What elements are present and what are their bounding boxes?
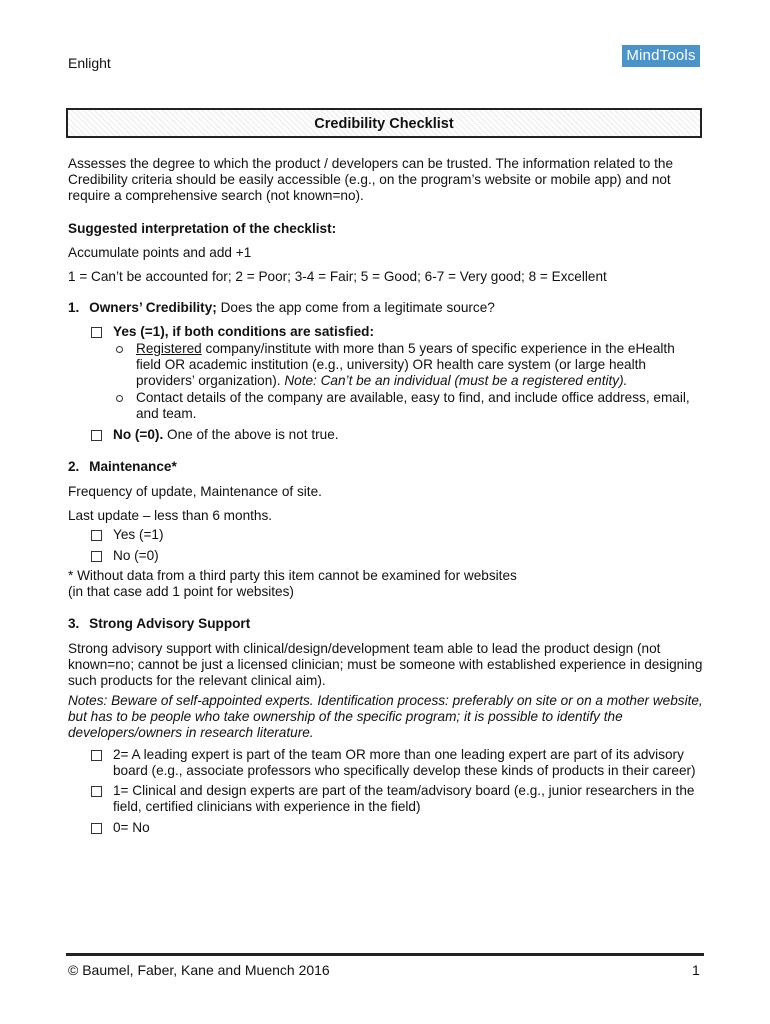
checkbox-icon[interactable]	[91, 327, 102, 338]
checkbox-icon[interactable]	[91, 430, 102, 441]
section1-bullet-1	[136, 341, 702, 389]
section3-option-0[interactable]	[113, 820, 150, 836]
interpretation-heading: Suggested interpretation of the checklist:	[68, 221, 337, 236]
section3-heading-line	[68, 616, 708, 632]
checkbox-icon[interactable]	[91, 786, 102, 797]
section3-option-1[interactable]	[113, 783, 705, 815]
section2-heading: Maintenance*	[89, 459, 177, 474]
checkbox-icon[interactable]	[91, 823, 102, 834]
section2-no-option[interactable]	[113, 548, 159, 564]
footer-page-number: 1	[692, 962, 700, 978]
section1-bullet1-underlined: Registered	[136, 341, 202, 356]
section3-notes: Notes: Beware of self-appointed experts. Identification process: preferably on site or on a mother website, but has to be people who take ownership of the specific program; it is possible to identify the developers/owners in research literature.	[68, 693, 703, 740]
section3-option-2[interactable]	[113, 747, 705, 779]
mindtools-logo: MindTools	[622, 45, 700, 67]
interpretation-line-1: Accumulate points and add +1	[68, 245, 252, 260]
section2-yes-label: Yes (=1)	[113, 527, 164, 542]
checkbox-icon[interactable]	[91, 530, 102, 541]
bullet-circle-icon	[116, 395, 123, 402]
footer-divider	[66, 953, 704, 956]
section3-option-0-label: 0= No	[113, 820, 150, 835]
section2-no-label: No (=0)	[113, 548, 159, 563]
section2-yes-option[interactable]	[113, 527, 164, 543]
interpretation-line-2: 1 = Can’t be accounted for; 2 = Poor; 3-4 = Fair; 5 = Good; 6-7 = Very good; 8 = Excellent	[68, 269, 607, 284]
section2-line-2: Last update – less than 6 months.	[68, 508, 273, 523]
header-brand: Enlight	[68, 55, 111, 71]
page-title: Credibility Checklist	[66, 108, 702, 138]
section1-question: Does the app come from a legitimate source?	[216, 300, 495, 315]
section3-option-1-label: 1= Clinical and design experts are part of the team/advisory board (e.g., junior researchers in the field, certified clinicians with experience in the field)	[113, 783, 695, 814]
section1-no-option[interactable]	[113, 427, 703, 443]
section1-bullet2-text: Contact details of the company are available, easy to find, and include office address, email, and team.	[136, 390, 690, 421]
bullet-circle-icon	[116, 346, 123, 353]
section3-number: 3.	[68, 616, 80, 631]
section2-footnote-1: * Without data from a third party this item cannot be examined for websites	[68, 568, 517, 583]
section1-number: 1.	[68, 300, 80, 315]
footer-copyright: © Baumel, Faber, Kane and Muench 2016	[68, 962, 330, 978]
section1-bullet-2	[136, 390, 702, 422]
section2-footnote-2: (in that case add 1 point for websites)	[68, 584, 294, 599]
checkbox-icon[interactable]	[91, 551, 102, 562]
section1-heading: Owners’ Credibility;	[89, 300, 217, 315]
section1-yes-label: Yes (=1), if both conditions are satisfied:	[113, 324, 374, 339]
section3-heading: Strong Advisory Support	[89, 616, 251, 631]
section1-heading-line	[68, 300, 708, 316]
section1-bullet1-text: company/institute with more than 5 years of specific experience in the eHealth field OR academic institution (e.g., university) OR health care system (or large health providers’ organization).	[136, 341, 675, 388]
section2-number: 2.	[68, 459, 80, 474]
section3-option-2-label: 2= A leading expert is part of the team OR more than one leading expert are part of its advisory board (e.g., associate professors who specifically develop these kinds of products in their career)	[113, 747, 696, 778]
intro-paragraph: Assesses the degree to which the product / developers can be trusted. The information related to the Credibility criteria should be easily accessible (e.g., on the program’s website or mobile app) and not require a comprehensive search (not known=no).	[68, 156, 674, 203]
section1-no-text: One of the above is not true.	[163, 427, 339, 442]
section2-heading-line	[68, 459, 708, 475]
checkbox-icon[interactable]	[91, 750, 102, 761]
section2-line-1: Frequency of update, Maintenance of site.	[68, 484, 322, 499]
section1-yes-option[interactable]	[113, 324, 703, 340]
section1-bullet1-note: Note: Can’t be an individual (must be a registered entity).	[284, 373, 628, 388]
section1-no-label: No (=0).	[113, 427, 164, 442]
section3-description: Strong advisory support with clinical/design/development team able to lead the product design (not known=no; cannot be just a licensed clinician; must be someone with established experience in designing such products for the relevant clinical aim).	[68, 641, 703, 688]
